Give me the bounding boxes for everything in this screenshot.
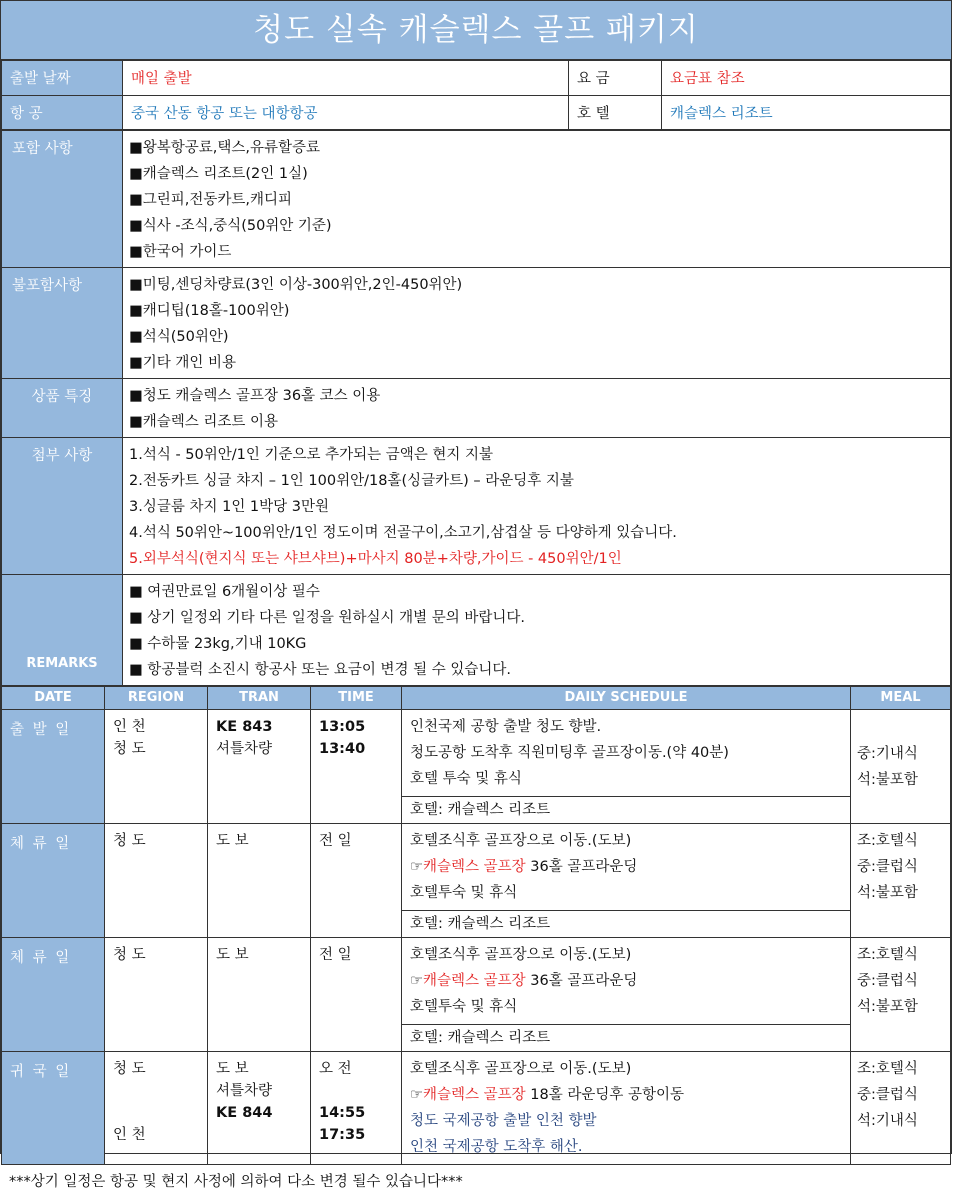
day-schedule — [402, 938, 851, 1052]
schedule-golf-line — [410, 1082, 842, 1108]
departure-label: 출발 날짜 — [2, 61, 123, 96]
features-item: ■캐슬렉스 리조트 이용 — [129, 414, 278, 430]
golf-detail: 18홀 라운딩후 공항이동 — [525, 1087, 685, 1103]
notes-item: 1.석식 - 50위안/1인 기준으로 추가되는 금액은 현지 지불 — [129, 447, 494, 463]
tran-text: 도 보 — [216, 1061, 249, 1077]
schedule-line: 인천 국제공항 도착후 해산. — [410, 1139, 583, 1155]
golf-detail: 36홀 골프라운딩 — [525, 973, 638, 989]
day-region — [105, 824, 208, 938]
schedule-header-row — [2, 687, 951, 710]
time-text: 17:35 — [319, 1127, 366, 1143]
features-list — [123, 379, 951, 438]
hotel-value: 캐슬렉스 리조트 — [662, 96, 951, 130]
included-item: ■캐슬렉스 리조트(2인 1실) — [129, 166, 308, 182]
time-text: 전 일 — [319, 833, 352, 849]
features-item: ■청도 캐슬렉스 골프장 36홀 코스 이용 — [129, 388, 381, 404]
remarks-item: ■ 항공블럭 소진시 항공사 또는 요금이 변경 될 수 있습니다. — [129, 662, 511, 678]
included-item: ■왕복항공료,택스,유류할증료 — [129, 140, 321, 156]
airline-label: 항 공 — [2, 96, 123, 130]
tran-text: 셔틀차량 — [216, 1083, 273, 1099]
golf-course-name: 캐슬렉스 골프장 — [423, 859, 526, 875]
day-date: 체 류 일 — [2, 824, 105, 938]
schedule-line: 호텔투숙 및 휴식 — [410, 999, 518, 1015]
notes-label: 첨부 사항 — [2, 438, 123, 575]
schedule-golf-line — [410, 854, 842, 880]
region-text: 청 도 — [113, 833, 146, 849]
departure-value: 매일 출발 — [123, 61, 569, 96]
region-text: 청 도 — [113, 947, 146, 963]
notes-item: 3.싱글룸 차지 1인 1박당 3만원 — [129, 499, 330, 515]
schedule-table — [1, 686, 951, 1165]
excluded-label: 불포함사항 — [2, 268, 123, 379]
header-region: REGION — [105, 687, 208, 710]
header-tran: TRAN — [208, 687, 311, 710]
excluded-item: ■미팅,센딩차량료(3인 이상-300위안,2인-450위안) — [129, 277, 463, 293]
day-meal — [851, 1052, 951, 1165]
day-tran — [208, 938, 311, 1052]
excluded-item: ■캐디팁(18홀-100위안) — [129, 303, 290, 319]
schedule-line: 호텔투숙 및 휴식 — [410, 885, 518, 901]
remarks-item: ■ 수하물 23kg,기내 10KG — [129, 636, 307, 652]
region-text: 청 도 — [113, 741, 146, 757]
pointing-hand-icon: ☞ — [410, 973, 423, 989]
schedule-hotel: 호텔: 캐슬렉스 리조트 — [402, 1024, 850, 1051]
day-schedule — [402, 824, 851, 938]
schedule-line: 청도공항 도착후 직원미팅후 골프장이동.(약 40분) — [410, 745, 729, 761]
footer-notice: ***상기 일정은 항공 및 현지 사정에 의하여 다소 변경 될수 있습니다*** — [9, 1174, 463, 1190]
page-title: 청도 실속 캐슬렉스 골프 패키지 — [1, 1, 951, 60]
day-time — [311, 824, 402, 938]
meal-text: 석:기내식 — [857, 1113, 918, 1129]
notes-item: 2.전동카트 싱글 챠지 – 1인 100위안/18홀(싱글카트) – 라운딩후 지불 — [129, 473, 574, 489]
header-time: TIME — [311, 687, 402, 710]
region-text: 인 천 — [113, 1127, 146, 1143]
day-meal — [851, 710, 951, 824]
schedule-line: 청도 국제공항 출발 인천 향발 — [410, 1113, 597, 1129]
day-meal — [851, 938, 951, 1052]
pointing-hand-icon: ☞ — [410, 1087, 423, 1103]
meal-text: 중:클럽식 — [857, 859, 918, 875]
tran-text: KE 843 — [216, 719, 273, 735]
schedule-row — [2, 938, 951, 1052]
day-date: 귀 국 일 — [2, 1052, 105, 1165]
included-label: 포함 사항 — [2, 131, 123, 268]
schedule-golf-line — [410, 968, 842, 994]
time-text: 13:40 — [319, 741, 366, 757]
time-text: 13:05 — [319, 719, 366, 735]
meal-text: 조:호텔식 — [857, 947, 918, 963]
included-item: ■그린피,전동카트,캐디피 — [129, 192, 292, 208]
time-text: 14:55 — [319, 1105, 366, 1121]
day-schedule — [402, 710, 851, 824]
header-meal: MEAL — [851, 687, 951, 710]
excluded-item: ■기타 개인 비용 — [129, 355, 236, 371]
golf-course-name: 캐슬렉스 골프장 — [423, 973, 526, 989]
day-time — [311, 938, 402, 1052]
day-tran — [208, 1052, 311, 1165]
day-time — [311, 710, 402, 824]
schedule-line: 호텔 투숙 및 휴식 — [410, 771, 522, 787]
day-date: 출 발 일 — [2, 710, 105, 824]
pointing-hand-icon: ☞ — [410, 859, 423, 875]
day-meal — [851, 824, 951, 938]
price-value: 요금표 참조 — [662, 61, 951, 96]
hotel-label: 호 텔 — [569, 96, 662, 130]
time-text: 전 일 — [319, 947, 352, 963]
day-schedule — [402, 1052, 851, 1165]
schedule-line: 인천국제 공항 출발 청도 향발. — [410, 719, 602, 735]
features-label: 상품 특징 — [2, 379, 123, 438]
tran-text: 도 보 — [216, 833, 249, 849]
day-region — [105, 1052, 208, 1165]
day-tran — [208, 710, 311, 824]
schedule-row — [2, 710, 951, 824]
meal-text: 석:불포함 — [857, 885, 918, 901]
golf-detail: 36홀 골프라운딩 — [525, 859, 638, 875]
excluded-list — [123, 268, 951, 379]
day-date: 체 류 일 — [2, 938, 105, 1052]
day-region — [105, 710, 208, 824]
notes-item: 4.석식 50위안~100위안/1인 정도이며 전골구이,소고기,삼겹살 등 다양하게 있습니다. — [129, 525, 677, 541]
info-table — [1, 60, 951, 130]
time-text: 오 전 — [319, 1061, 352, 1077]
excluded-item: ■석식(50위안) — [129, 329, 229, 345]
sections-table — [1, 130, 951, 686]
tran-text: 셔틀차량 — [216, 741, 273, 757]
meal-text: 중:클럽식 — [857, 973, 918, 989]
meal-text: 중:클럽식 — [857, 1087, 918, 1103]
tran-text: 도 보 — [216, 947, 249, 963]
header-daily-schedule: DAILY SCHEDULE — [402, 687, 851, 710]
schedule-line: 호텔조식후 골프장으로 이동.(도보) — [410, 947, 632, 963]
region-text: 인 천 — [113, 719, 146, 735]
meal-text: 조:호텔식 — [857, 1061, 918, 1077]
included-item: ■한국어 가이드 — [129, 244, 232, 260]
schedule-hotel: 호텔: 캐슬렉스 리조트 — [402, 796, 850, 823]
remarks-item: ■ 여권만료일 6개월이상 필수 — [129, 584, 320, 600]
airline-value: 중국 산동 항공 또는 대항항공 — [123, 96, 569, 130]
price-label: 요 금 — [569, 61, 662, 96]
meal-text: 석:불포함 — [857, 771, 918, 788]
included-item: ■식사 -조식,중식(50위안 기준) — [129, 218, 332, 234]
schedule-row — [2, 1052, 951, 1165]
day-tran — [208, 824, 311, 938]
schedule-hotel: 호텔: 캐슬렉스 리조트 — [402, 910, 850, 937]
remarks-label: REMARKS — [2, 575, 123, 686]
meal-text: 석:불포함 — [857, 999, 918, 1015]
meal-text: 조:호텔식 — [857, 833, 918, 849]
golf-course-name: 캐슬렉스 골프장 — [423, 1087, 526, 1103]
meal-text: 중:기내식 — [857, 745, 918, 762]
included-list — [123, 131, 951, 268]
region-text: 청 도 — [113, 1061, 146, 1077]
schedule-line: 호텔조식후 골프장으로 이동.(도보) — [410, 833, 632, 849]
notes-list — [123, 438, 951, 575]
schedule-line: 호텔조식후 골프장으로 이동.(도보) — [410, 1061, 632, 1077]
remarks-list — [123, 575, 951, 686]
header-date: DATE — [2, 687, 105, 710]
day-region — [105, 938, 208, 1052]
remarks-item: ■ 상기 일정외 기타 다른 일정을 원하실시 개별 문의 바랍니다. — [129, 610, 525, 626]
day-time — [311, 1052, 402, 1165]
tran-text: KE 844 — [216, 1105, 273, 1121]
notes-item-highlight: 5.외부석식(현지식 또는 샤브샤브)+마사지 80분+차량,가이드 - 450위안/1인 — [129, 551, 622, 567]
schedule-row — [2, 824, 951, 938]
